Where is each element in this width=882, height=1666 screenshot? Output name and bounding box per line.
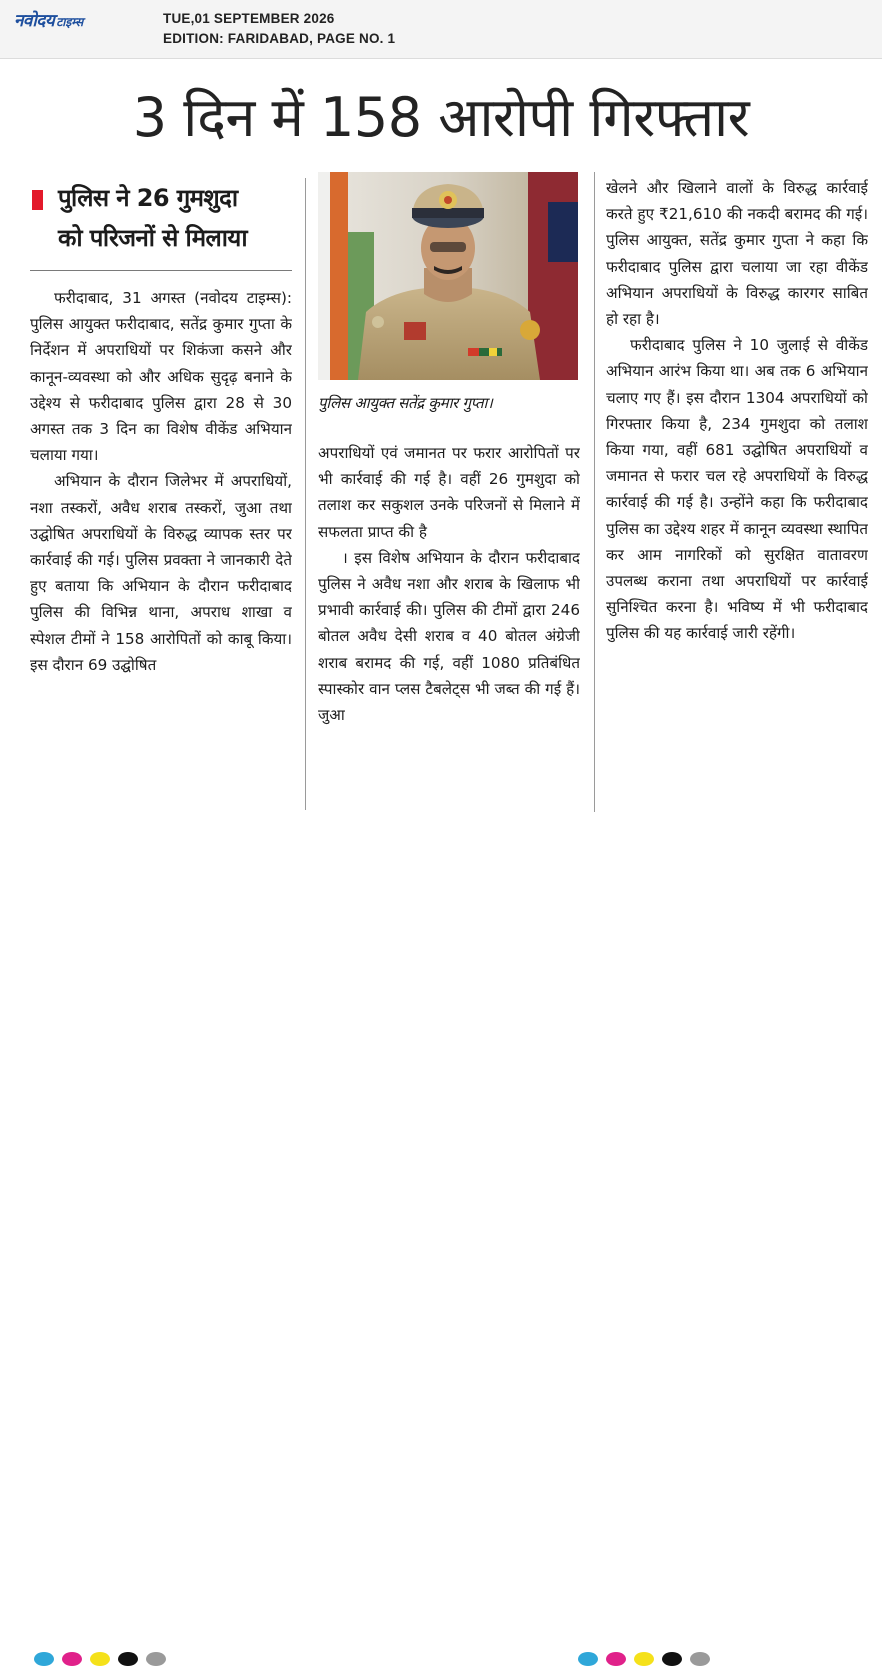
column-divider-1: [305, 178, 306, 810]
edition-info: EDITION: FARIDABAD, PAGE NO. 1: [163, 31, 396, 46]
registration-mark: [118, 1652, 138, 1666]
edition-meta: [163, 9, 395, 49]
registration-mark: [62, 1652, 82, 1666]
portrait-image: [318, 172, 578, 380]
print-registration-strip: [0, 826, 882, 836]
registration-mark: [606, 1652, 626, 1666]
subheading-divider: [30, 270, 292, 271]
logo-main-text: नवोदय: [14, 11, 55, 31]
article-column-2: [318, 440, 580, 810]
paragraph-campaign-stats: फरीदाबाद पुलिस ने 10 जुलाई से वीकेंड अभियान आरंभ किया था। अब तक 6 अभियान चलाए गए हैं। इस दौरान 1304 अपराधियों को गिरफ्तार किया है, 234 गुमशुदा को तलाश किया गया, वहीं 681 उद्घोषित अपराधियों व जमानत से फरार चल रहे अपराधियों के विरुद्ध कार्रवाई की गई है। उन्होंने कहा कि फरीदाबाद पुलिस का उद्देश्य शहर में कानून व्यवस्था स्थापित कर आम नागरिकों को सुरक्षित वातावरण उपलब्ध कराना तथा अपराधियों पर कार्रवाई सुनिश्चित करना है। भविष्य में भी फरीदाबाद पुलिस की यह कार्रवाई जारी रहेंगी।: [606, 336, 868, 643]
paragraph-liquor-drugs: । इस विशेष अभियान के दौरान फरीदाबाद पुलिस ने अवैध नशा और शराब के खिलाफ भी प्रभावी कार्रवाई की। पुलिस की टीमों द्वारा 246 बोतल अवैध देसी शराब व 40 बोतल अंग्रेजी शराब बरामद की गई, वहीं 1080 प्रतिबंधित स्पास्कोर वान प्लस टैबलेट्स भी जब्त की गई हैं। जुआ: [318, 548, 580, 725]
newspaper-logo[interactable]: [14, 8, 83, 31]
paragraph-campaign: अभियान के दौरान जिलेभर में अपराधियों, नशा तस्करों, अवैध शराब तस्करों, जुआ तथा उद्घोषित अपराधियों के विरुद्ध व्यापक स्तर पर कार्रवाई की गई। पुलिस प्रवक्ता ने जानकारी देते हुए बताया कि अभियान के दौरान फरीदाबाद पुलिस की विभिन्न थाना, अपराध शाखा व स्पेशल टीमों ने 158 आरोपितों को काबू किया। इस दौरान 69 उद्घोषित: [30, 472, 292, 674]
police-commissioner-photo: [318, 172, 578, 380]
article-headline: 3 दिन में 158 आरोपी गिरफ्तार: [132, 86, 750, 149]
page-header: [0, 0, 882, 59]
subheading-line-2: को परिजनों से मिलाया: [58, 224, 247, 252]
issue-date: TUE,01 SEPTEMBER 2026: [163, 11, 335, 26]
photo-caption: पुलिस आयुक्त सतेंद्र कुमार गुप्ता।: [318, 383, 580, 423]
red-bullet-marker: [32, 190, 43, 210]
subheading-line-1: पुलिस ने 26 गुमशुदा: [58, 184, 238, 212]
article-column-3: [606, 175, 868, 815]
registration-mark: [34, 1652, 54, 1666]
registration-mark: [690, 1652, 710, 1666]
subheading: [30, 178, 292, 258]
registration-mark: [634, 1652, 654, 1666]
registration-mark: [146, 1652, 166, 1666]
paragraph-gambling-seizure: खेलने और खिलाने वालों के विरुद्ध कार्रवाई करते हुए ₹21,610 की नकदी बरामद की गई। पुलिस आयुक्त, सतेंद्र कुमार गुप्ता ने कहा कि फरीदाबाद पुलिस द्वारा चलाया जा रहा वीकेंड अभियान अपराधियों के विरुद्ध कारगर साबित हो रहा है।: [606, 179, 868, 329]
registration-mark: [662, 1652, 682, 1666]
paragraph-missing-persons: अपराधियों एवं जमानत पर फरार आरोपितों पर भी कार्रवाई की गई है। वहीं 26 गुमशुदा को तलाश कर सकुशल उनके परिजनों से मिलाने में सफलता प्राप्त की है: [318, 444, 580, 541]
column-divider-2: [594, 172, 595, 812]
article-column-1: [30, 285, 292, 810]
registration-mark: [90, 1652, 110, 1666]
logo-sub-text: टाइम्स: [56, 15, 84, 29]
paragraph-intro: फरीदाबाद, 31 अगस्त (नवोदय टाइम्स): पुलिस आयुक्त फरीदाबाद, सतेंद्र कुमार गुप्ता के निर्देशन में अपराधियों पर शिकंजा कसने और कानून-व्यवस्था को और अधिक सुदृढ़ बनाने के उद्देश्य से फरीदाबाद पुलिस द्वारा 28 से 30 अगस्त तक 3 दिन का विशेष वीकेंड अभियान चलाया गया।: [30, 289, 292, 465]
registration-mark: [578, 1652, 598, 1666]
